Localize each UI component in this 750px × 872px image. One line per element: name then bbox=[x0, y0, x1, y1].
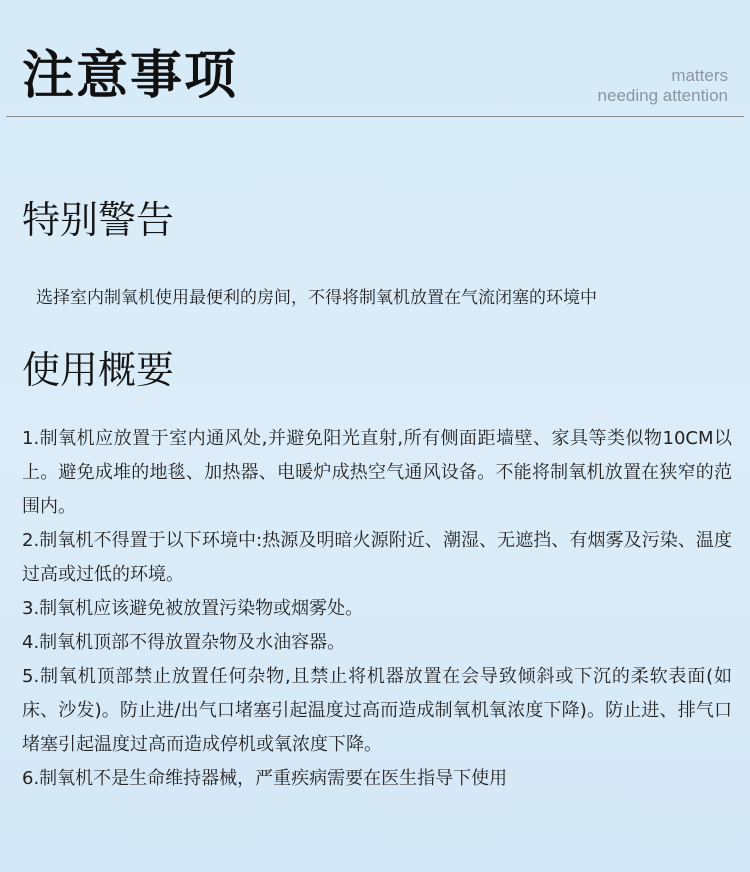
usage-item-4: 4.制氧机顶部不得放置杂物及水油容器。 bbox=[22, 632, 346, 653]
usage-item-5: 5.制氧机顶部禁止放置任何杂物,且禁止将机器放置在会导致倾斜或下沉的柔软表面(如床、沙发)。防止进/出气口堵塞引起温度过高而造成制氧机氧浓度下降)。防止进、排气口堵塞引起温度过高而造成停机或氧浓度下降。 bbox=[22, 666, 732, 755]
page-subtitle bbox=[598, 66, 728, 106]
header-divider bbox=[6, 116, 744, 117]
usage-item-6: 6.制氧机不是生命维持器械，严重疾病需要在医生指导下使用 bbox=[22, 768, 508, 789]
usage-item-1: 1.制氧机应放置于室内通风处,并避免阳光直射,所有侧面距墙壁、家具等类似物10CM以上。避免成堆的地毯、加热器、电暖炉成热空气通风设备。不能将制氧机放置在狭窄的范围内。 bbox=[22, 428, 732, 517]
subtitle-line-2: needing attention bbox=[597, 86, 728, 105]
page-header bbox=[0, 0, 750, 118]
warning-text: 选择室内制氧机使用最便利的房间，不得将制氧机放置在气流闭塞的环境中 bbox=[36, 288, 597, 308]
usage-heading: 使用概要 bbox=[22, 348, 175, 392]
subtitle-line-1: matters bbox=[671, 66, 728, 85]
warning-heading: 特别警告 bbox=[22, 198, 175, 242]
usage-item-3: 3.制氧机应该避免被放置污染物或烟雾处。 bbox=[22, 598, 364, 619]
page-title: 注意事项 bbox=[22, 46, 239, 106]
usage-list bbox=[22, 422, 732, 796]
usage-item-2: 2.制氧机不得置于以下环境中:热源及明暗火源附近、潮湿、无遮挡、有烟雾及污染、温度过高或过低的环境。 bbox=[22, 530, 732, 585]
